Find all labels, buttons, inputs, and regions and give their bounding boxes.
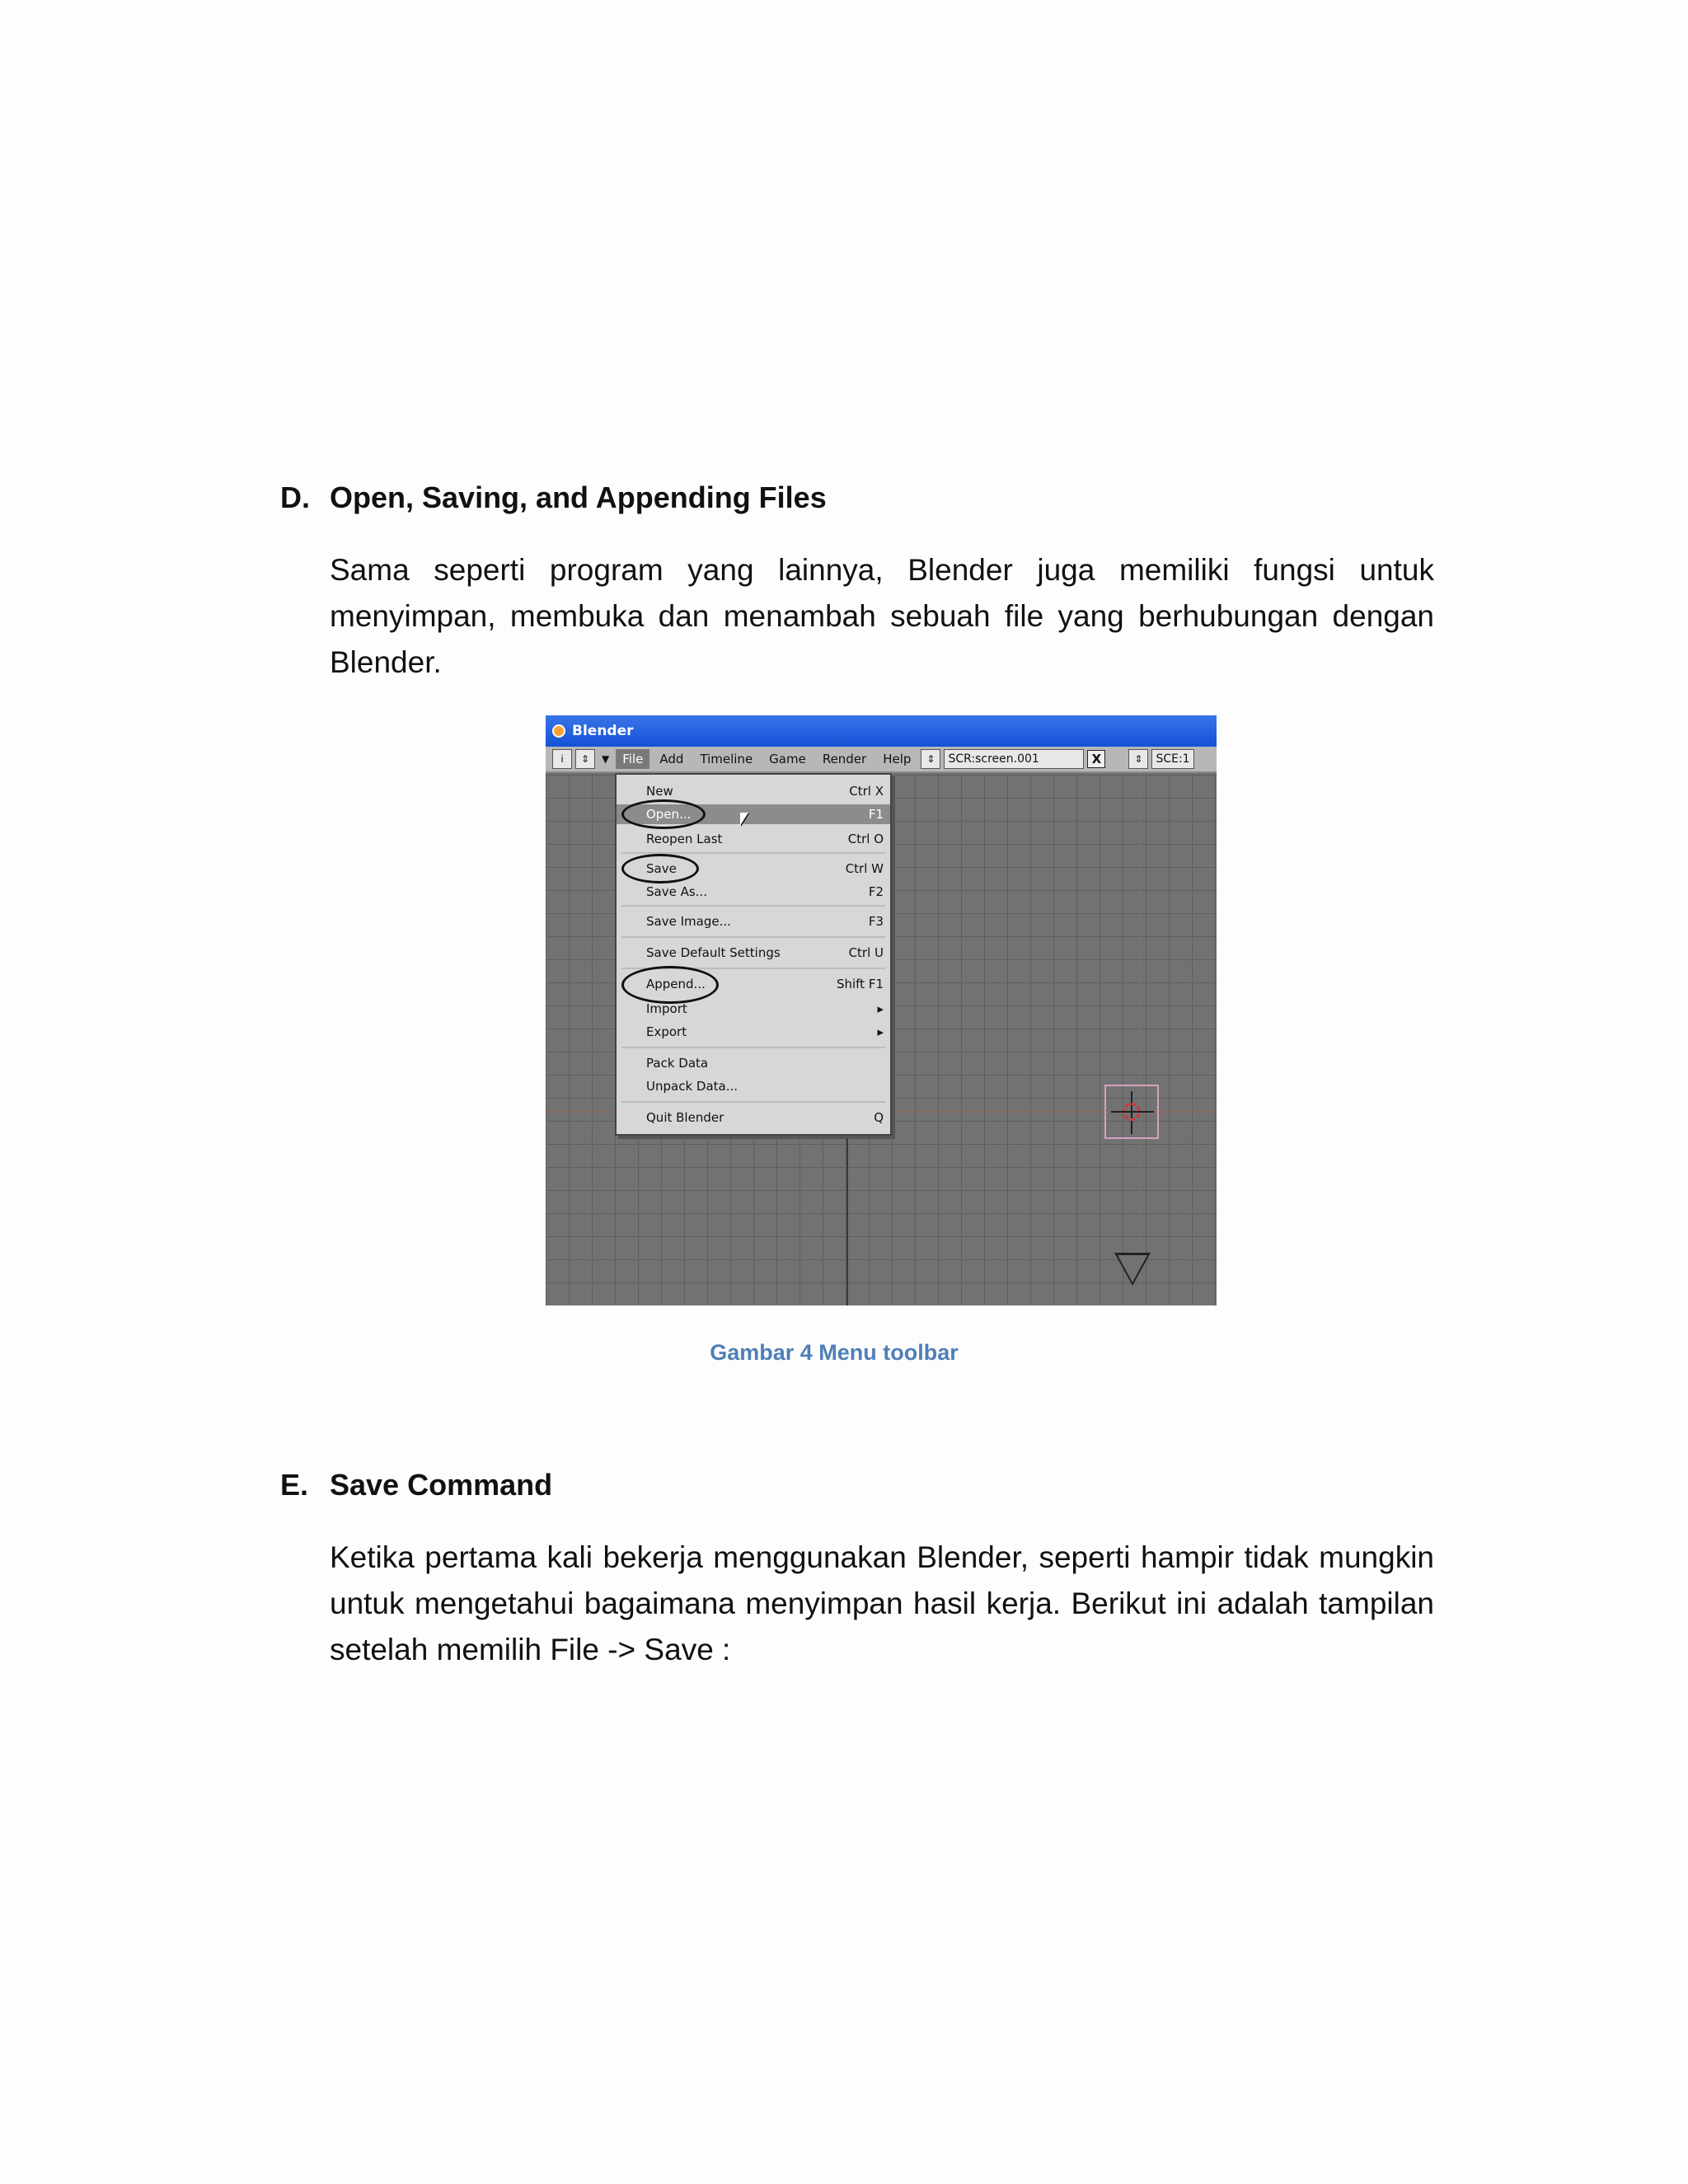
- menu-render[interactable]: Render: [822, 752, 867, 766]
- menu-timeline[interactable]: Timeline: [700, 752, 753, 766]
- section-e-heading: [280, 1467, 552, 1503]
- screen-close-button[interactable]: X: [1087, 750, 1105, 768]
- menu-item-unpack-data[interactable]: Unpack Data...: [646, 1079, 738, 1094]
- section-d-letter: D.: [280, 480, 310, 514]
- window-titlebar: [546, 715, 1217, 747]
- menu-item-append[interactable]: Append... Shift F1: [646, 977, 884, 991]
- section-d-paragraph: Sama seperti program yang lainnya, Blender juga memiliki fungsi untuk menyimpan, membuka dan menambah sebuah file yang berhubungan dengan Blender.: [330, 553, 1434, 679]
- menu-item-save-image[interactable]: Save Image... F3: [646, 914, 884, 929]
- section-d-title: Open, Saving, and Appending Files: [330, 480, 827, 514]
- menu-separator: [621, 905, 885, 907]
- menu-item-save-as[interactable]: Save As... F2: [646, 884, 884, 899]
- highlight-oval-open: [621, 799, 706, 829]
- menu-separator: [621, 1101, 885, 1103]
- grid-line-accent: [1139, 775, 1141, 1305]
- menu-item-import[interactable]: Import ▸: [617, 999, 890, 1019]
- highlight-oval-append: [621, 966, 719, 1004]
- menu-separator: [621, 1047, 885, 1048]
- menu-separator: [621, 936, 885, 938]
- 3d-cursor-icon: [1104, 1085, 1159, 1139]
- screen-field[interactable]: SCR:screen.001: [944, 749, 1084, 769]
- submenu-arrow-icon: ▸: [877, 1024, 884, 1039]
- menubar: [546, 747, 1217, 773]
- menu-item-new[interactable]: New Ctrl X: [646, 784, 884, 799]
- menu-item-save-default-settings[interactable]: Save Default Settings Ctrl U: [646, 945, 884, 960]
- menu-item-export[interactable]: Export ▸: [617, 1022, 890, 1042]
- submenu-arrow-icon: ▸: [877, 1001, 884, 1016]
- screen-updown-icon[interactable]: ⇕: [921, 749, 940, 769]
- menu-item-pack-data[interactable]: Pack Data: [646, 1056, 709, 1071]
- collapse-triangle-icon[interactable]: ▼: [602, 753, 610, 765]
- menu-item-open[interactable]: Open... F1: [617, 804, 890, 824]
- menu-file[interactable]: File: [616, 749, 649, 769]
- figure-caption: Gambar 4 Menu toolbar: [710, 1340, 959, 1365]
- info-icon[interactable]: i: [552, 749, 572, 769]
- blender-screenshot-figure: [546, 715, 1217, 1305]
- section-e-title: Save Command: [330, 1468, 553, 1502]
- menu-help[interactable]: Help: [883, 752, 912, 766]
- highlight-oval-save: [621, 854, 699, 883]
- scene-field[interactable]: SCE:1: [1151, 749, 1193, 769]
- mouse-pointer-icon: [740, 813, 748, 826]
- section-e-letter: E.: [280, 1468, 309, 1502]
- menu-item-save[interactable]: Save Ctrl W: [646, 861, 884, 876]
- camera-triangle-icon: [1114, 1253, 1151, 1286]
- section-d-heading: [280, 480, 827, 516]
- menu-game[interactable]: Game: [769, 752, 806, 766]
- window-title: Blender: [572, 723, 634, 739]
- menu-add[interactable]: Add: [659, 752, 684, 766]
- menu-item-reopen-last[interactable]: Reopen Last Ctrl O: [646, 832, 884, 846]
- blender-logo-icon: [552, 724, 565, 738]
- file-menu-dropdown: [615, 773, 892, 1136]
- section-e-paragraph: Ketika pertama kali bekerja menggunakan Blender, seperti hampir tidak mungkin untuk mengetahui bagaimana menyimpan hasil kerja. Berikut ini adalah tampilan setelah memilih File -> Save :: [330, 1540, 1434, 1666]
- updown-icon[interactable]: ⇕: [575, 749, 595, 769]
- scene-updown-icon[interactable]: ⇕: [1128, 749, 1148, 769]
- menu-item-quit-blender[interactable]: Quit Blender Q: [646, 1110, 884, 1125]
